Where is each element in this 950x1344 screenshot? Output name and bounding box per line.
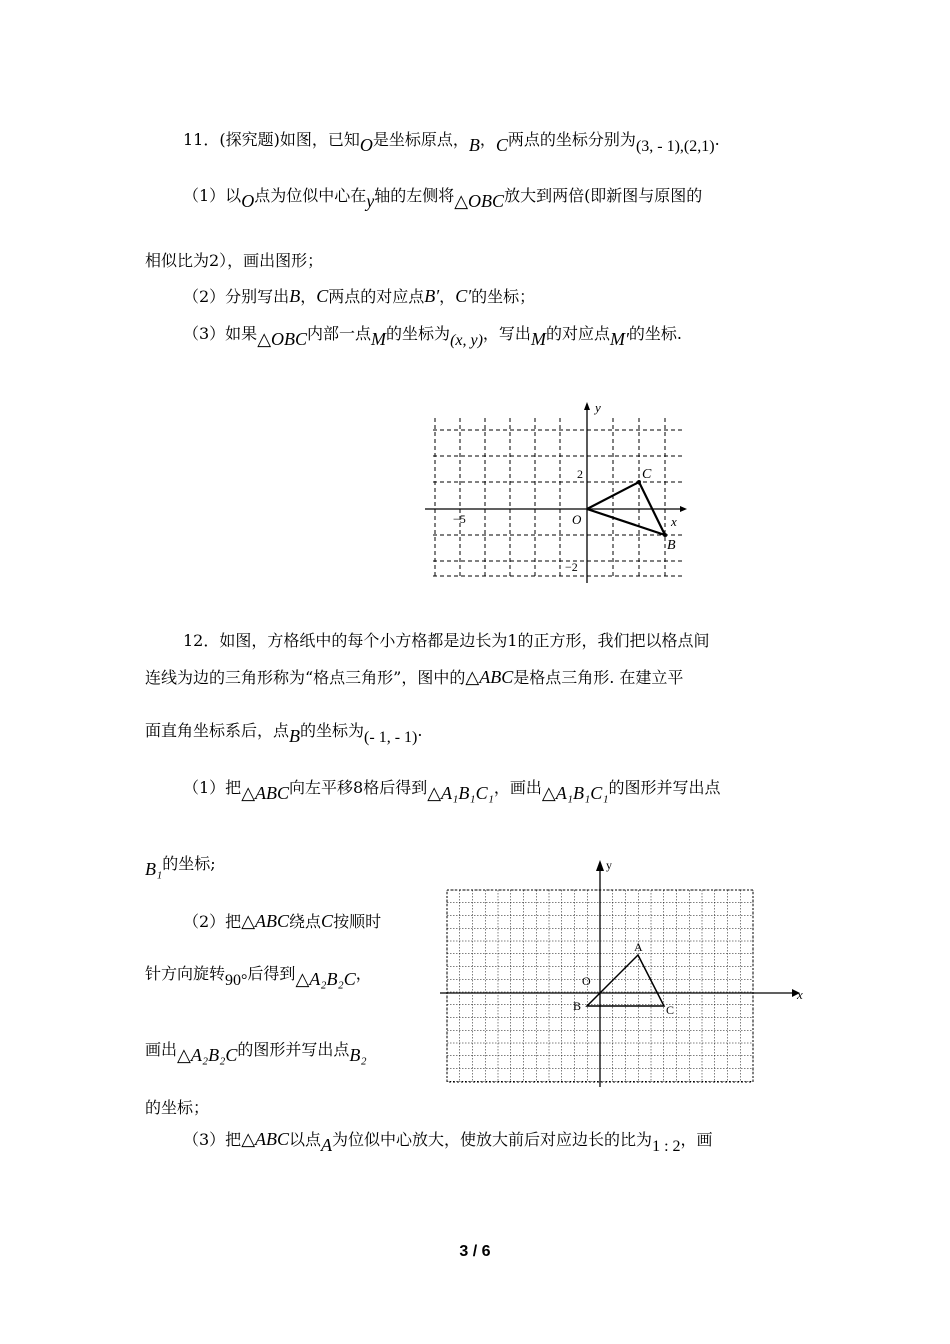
q11-text: ， xyxy=(300,287,317,306)
angle-90: 90° xyxy=(225,972,248,989)
q12-text: ， xyxy=(355,964,372,983)
tri-a1b1c1: △A₁B₁C₁ xyxy=(427,783,494,803)
q11-line-1 xyxy=(183,128,720,155)
y-axis-label: y xyxy=(595,400,601,415)
q11-text: . xyxy=(714,130,720,149)
q12-line-10 xyxy=(183,1128,713,1155)
var-bp: B′ xyxy=(424,286,440,306)
q11-text: (探究题)如图，已知 xyxy=(219,130,360,149)
coords-xy: (x, y) xyxy=(450,332,483,349)
var-o: O xyxy=(359,135,373,155)
q12-line-7 xyxy=(145,962,372,989)
q12-line-6 xyxy=(183,910,381,933)
q12-text: 的坐标为 xyxy=(300,721,365,740)
var-m: M xyxy=(530,329,546,349)
q12-number: 12． xyxy=(183,631,220,650)
origin-label: O xyxy=(572,512,582,527)
q11-text: 轴的左侧将 xyxy=(374,186,455,205)
q12-line-8 xyxy=(145,1038,367,1065)
q12-text: 绕点 xyxy=(289,912,322,931)
q12-line-2 xyxy=(145,666,683,689)
q12-line-5 xyxy=(145,852,216,879)
var-m: M xyxy=(371,329,387,349)
q12-text: （3）把 xyxy=(183,1130,242,1149)
q11-text: （2）分别写出 xyxy=(183,287,290,306)
q11-text: ， xyxy=(439,287,456,306)
var-b: B xyxy=(468,135,480,155)
q11-line-2 xyxy=(183,184,703,211)
figure-12 xyxy=(440,855,815,1090)
var-b2: B₂ xyxy=(349,1045,367,1065)
q12-line-4 xyxy=(183,776,721,803)
q12-text: 的图形并写出点 xyxy=(237,1040,350,1059)
q11-text: 的坐标； xyxy=(471,287,536,306)
var-b1: B₁ xyxy=(145,859,163,879)
tri-a2b2c: △A₂B₂C xyxy=(295,969,356,989)
var-y: y xyxy=(366,191,375,211)
point-c-label: C xyxy=(666,1003,675,1017)
q11-text: 点为位似中心在 xyxy=(254,186,367,205)
tri-abc: △ABC xyxy=(241,783,290,803)
q11-text: 两点的坐标分别为 xyxy=(507,130,636,149)
point-c-label: C xyxy=(642,467,652,482)
tri-abc: △ABC xyxy=(241,911,290,931)
var-mp: M′ xyxy=(609,329,629,349)
y-axis-label: y xyxy=(606,858,612,872)
q12-text: 的坐标; xyxy=(162,854,216,873)
q12-text: 的坐标； xyxy=(145,1098,210,1117)
q12-text: ，画出 xyxy=(493,778,542,797)
coord-b: (- 1, - 1) xyxy=(364,729,418,746)
tri-abc: △ABC xyxy=(241,1129,290,1149)
var-c: C xyxy=(316,286,329,306)
var-b: B xyxy=(289,726,301,746)
q11-text: 是坐标原点， xyxy=(372,130,469,149)
q12-text: （2）把 xyxy=(183,912,242,931)
q12-line-3 xyxy=(145,719,423,746)
ratio: 1 : 2 xyxy=(652,1138,681,1155)
q12-text: （1）把 xyxy=(183,778,242,797)
q11-text: 的坐标. xyxy=(628,324,682,343)
tick-2: 2 xyxy=(577,467,583,481)
q11-text: 的坐标为 xyxy=(386,324,451,343)
q12-text: 以点 xyxy=(289,1130,322,1149)
figure-11 xyxy=(425,398,695,588)
q12-text: 按顺时 xyxy=(333,912,382,931)
var-o: O xyxy=(241,191,255,211)
tick-neg2: −2 xyxy=(565,560,578,574)
q11-line-3 xyxy=(145,250,323,272)
q12-text: 针方向旋转 xyxy=(145,964,226,983)
q12-line-9 xyxy=(145,1097,209,1119)
var-cp: C′ xyxy=(455,286,472,306)
q11-text: 放大到两倍(即新图与原图的 xyxy=(504,186,703,205)
q12-text: . xyxy=(417,721,423,740)
q11-text: 两点的对应点 xyxy=(328,287,425,306)
tick-neg5: −5 xyxy=(453,512,466,526)
q12-text: 连线为边的三角形称为“格点三角形”，图中的 xyxy=(145,668,466,687)
q11-number: 11． xyxy=(183,130,220,149)
page-number: 3 / 6 xyxy=(459,1243,491,1260)
q11-text: 相似比为2），画出图形； xyxy=(145,251,324,270)
tri-a2b2c: △A₂B₂C xyxy=(177,1045,238,1065)
tri-obc: △OBC xyxy=(454,191,505,211)
tri-obc: △OBC xyxy=(257,329,308,349)
coords: (3, - 1),(2,1) xyxy=(635,138,715,155)
origin-label: O xyxy=(582,974,591,988)
q11-line-5 xyxy=(183,322,682,349)
q11-line-4 xyxy=(183,285,535,308)
q12-text: 的图形并写出点 xyxy=(608,778,721,797)
point-b-label: B xyxy=(573,999,582,1013)
q12-text: 画出 xyxy=(145,1040,178,1059)
q11-text: 内部一点 xyxy=(307,324,372,343)
tri-a1b1c1: △A₁B₁C₁ xyxy=(541,783,609,803)
x-axis-label: x xyxy=(671,514,677,529)
var-a: A xyxy=(321,1135,333,1155)
q12-text: ，画 xyxy=(680,1130,713,1149)
q12-text: 为位似中心放大，使放大前后对应边长的比为 xyxy=(332,1130,653,1149)
q12-text: 如图，方格纸中的每个小方格都是边长为1的正方形，我们把以格点间 xyxy=(219,631,710,650)
var-c: C xyxy=(495,135,508,155)
var-b: B xyxy=(289,286,301,306)
q12-text: 后得到 xyxy=(247,964,296,983)
tri-abc: △ABC xyxy=(465,667,514,687)
q11-text: 的对应点 xyxy=(545,324,610,343)
var-c: C xyxy=(321,911,334,931)
q12-text: 向左平移8格后得到 xyxy=(289,778,428,797)
q11-text: ，写出 xyxy=(482,324,531,343)
point-b-label: B xyxy=(667,538,676,553)
q12-line-1 xyxy=(183,630,710,652)
q11-text: （1）以 xyxy=(183,186,242,205)
q12-text: 是格点三角形. 在建立平 xyxy=(513,668,684,687)
x-axis-label: x xyxy=(797,987,803,1002)
q12-text: 面直角坐标系后，点 xyxy=(145,721,290,740)
point-a-label: A xyxy=(634,940,643,954)
q11-text: （3）如果 xyxy=(183,324,258,343)
q11-text: ， xyxy=(479,130,496,149)
